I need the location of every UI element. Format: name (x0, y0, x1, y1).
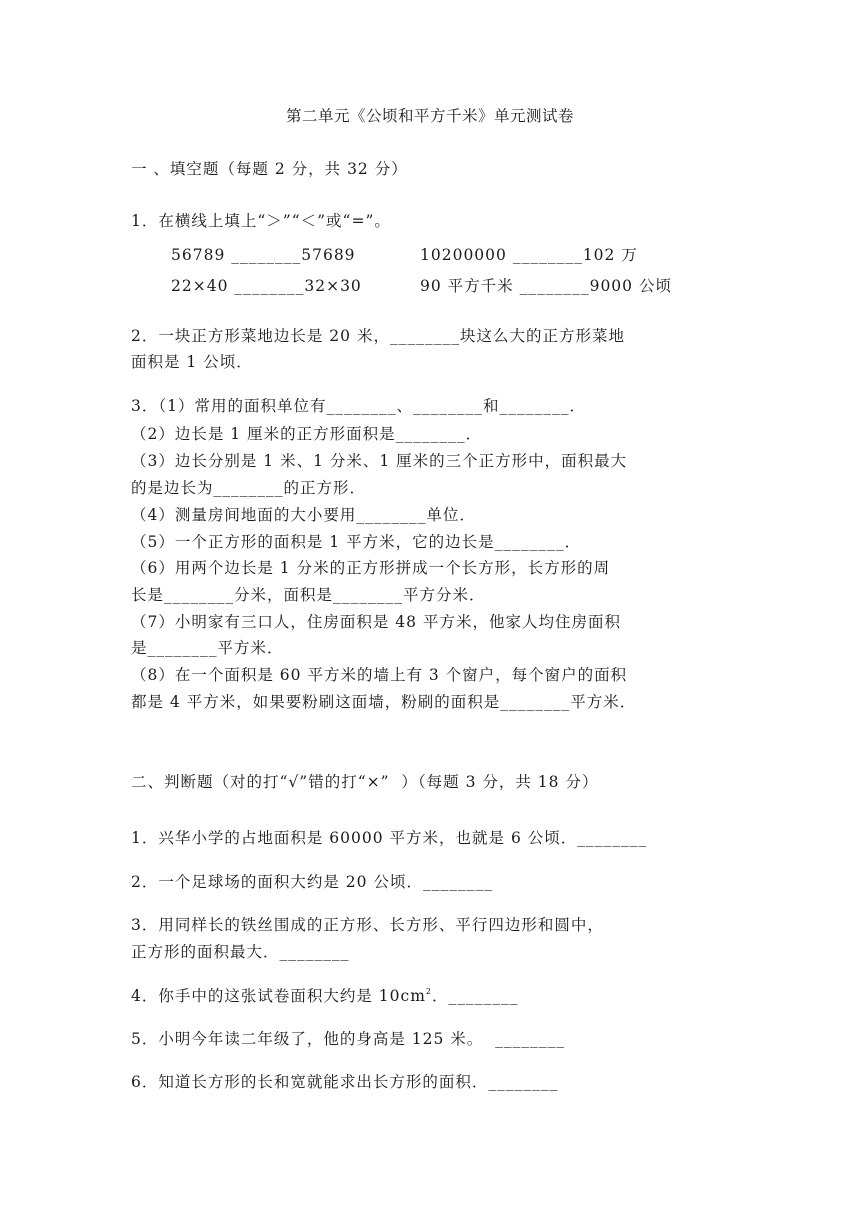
question-3-line4: 的是边长为________的正方形． (131, 479, 367, 497)
question-3-line8: 长是________分米，面积是________平方分米． (131, 586, 486, 604)
comparison-row1-right: 10200000 ________102 万 (420, 246, 638, 264)
comparison-row1-left: 56789 ________57689 (171, 246, 356, 264)
judgment-1: 1．兴华小学的占地面积是 60000 平方米，也就是 6 公顷．________ (131, 829, 648, 847)
section1-heading: 一 、填空题（每题 2 分，共 32 分） (131, 160, 408, 178)
squared-superscript: 2 (425, 987, 432, 996)
question-3-line7: （6）用两个边长是 1 分米的正方形拼成一个长方形，长方形的周 (131, 559, 611, 577)
question-3-line2: （2）边长是 1 厘米的正方形面积是________． (131, 425, 483, 443)
question-3-line9: （7）小明家有三口人，住房面积是 48 平方米，他家人均住房面积 (131, 613, 621, 631)
page-title: 第二单元《公顷和平方千米》单元测试卷 (285, 107, 574, 125)
comparison-row2-left: 22×40 ________32×30 (171, 277, 362, 295)
judgment-3-line2: 正方形的面积最大．________ (131, 943, 350, 961)
question-3-line12: 都是 4 平方米，如果要粉刷这面墙，粉刷的面积是________平方米． (131, 693, 637, 711)
judgment-4-blank: ．________ (432, 987, 519, 1005)
question-3-line5: （4）测量房间地面的大小要用________单位． (131, 506, 476, 524)
judgment-6: 6．知道长方形的长和宽就能求出长方形的面积．________ (131, 1073, 559, 1091)
comparison-row2-right: 90 平方千米 ________9000 公顷 (420, 277, 672, 295)
judgment-5: 5．小明今年读二年级了，他的身高是 125 米。 ________ (131, 1030, 566, 1048)
question-3-line11: （8）在一个面积是 60 平方米的墙上有 3 个窗户，每个窗户的面积 (131, 666, 628, 684)
judgment-4 (131, 986, 519, 1006)
question-1-stem: 1．在横线上填上“＞”“＜”或“=”。 (131, 212, 391, 230)
question-3-line6: （5）一个正方形的面积是 1 平方米，它的边长是________． (131, 533, 582, 551)
question-2-line2: 面积是 1 公顷． (131, 353, 253, 371)
question-2-line1: 2．一块正方形菜地边长是 20 米，________块这么大的正方形菜地 (131, 327, 625, 345)
question-3-line10: 是________平方米． (131, 639, 284, 657)
judgment-4-text: 4．你手中的这张试卷面积大约是 10cm (131, 987, 426, 1005)
judgment-2: 2．一个足球场的面积大约是 20 公顷．________ (131, 873, 493, 891)
judgment-3-line1: 3．用同样长的铁丝围成的正方形、长方形、平行四边形和圆中， (131, 916, 604, 934)
section2-heading: 二、判断题（对的打“√”错的打“×” ）（每题 3 分，共 18 分） (131, 773, 599, 791)
question-3-line3: （3）边长分别是 1 米、1 分米、1 厘米的三个正方形中，面积最大 (131, 452, 628, 470)
question-3-line1: 3．（1）常用的面积单位有________、________和________． (131, 397, 586, 415)
